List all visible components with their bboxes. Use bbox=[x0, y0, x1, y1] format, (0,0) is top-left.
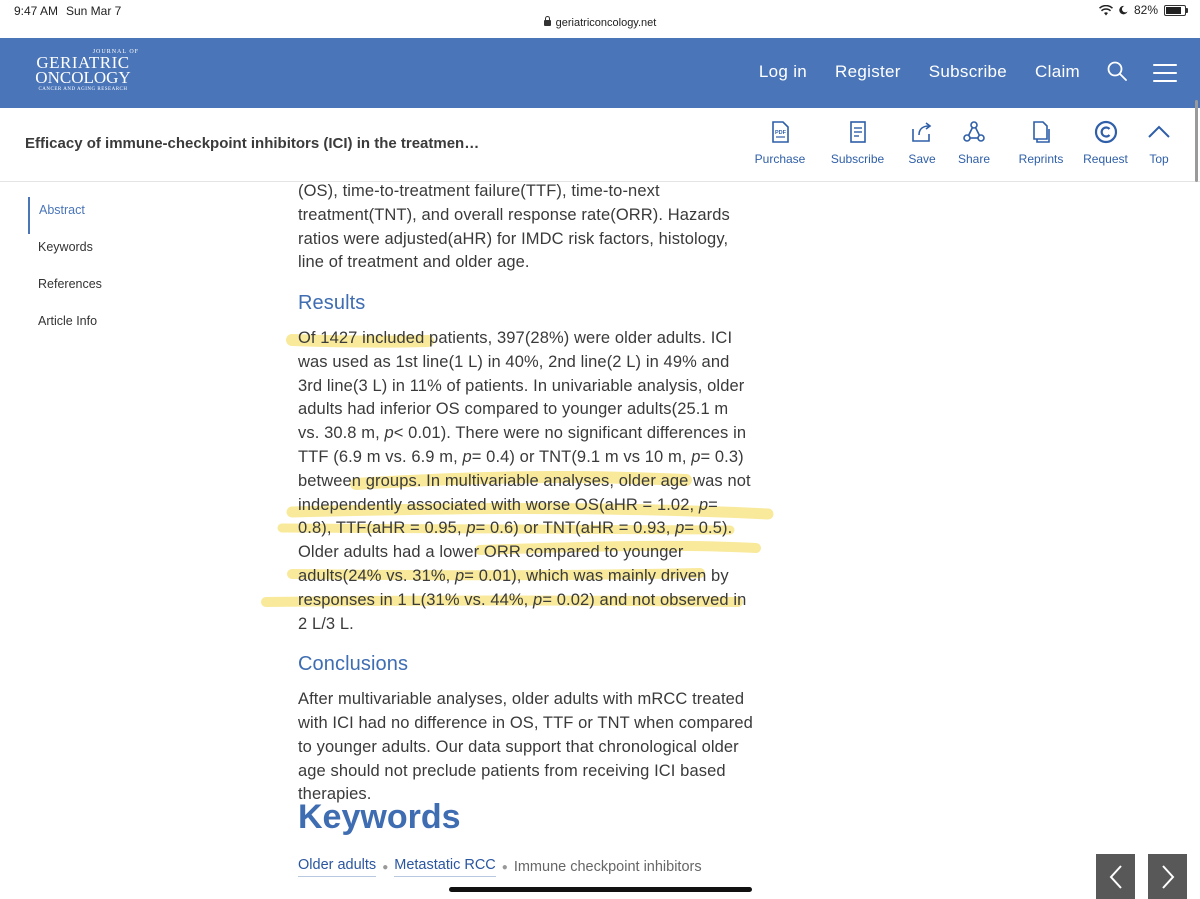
article-title: Efficacy of immune-checkpoint inhibitors (ICI) in the treatmen… bbox=[25, 135, 480, 152]
journal-icon bbox=[846, 120, 870, 144]
sidebar-item-abstract[interactable]: Abstract bbox=[28, 197, 102, 234]
separator-dot: ● bbox=[501, 861, 508, 873]
claim-link[interactable]: Claim bbox=[1035, 62, 1080, 81]
article-tools bbox=[745, 120, 1179, 166]
lock-icon bbox=[544, 20, 551, 26]
chevron-left-icon bbox=[1108, 864, 1124, 890]
conclusions-paragraph: After multivariable analyses, older adults with mRCC treated with ICI had no difference in OS, TTF or TNT when compared to younger adults. Our data support that chronological older age should not preclude patients from receiving ICI based therapies. bbox=[298, 690, 753, 804]
keyword-text[interactable]: Immune checkpoint inhibitors bbox=[513, 859, 702, 875]
hamburger-menu-icon[interactable] bbox=[1153, 64, 1177, 82]
pdf-icon bbox=[768, 120, 792, 144]
save-icon bbox=[910, 120, 934, 144]
keywords-list bbox=[298, 857, 702, 877]
scrollbar-thumb[interactable] bbox=[1195, 100, 1198, 182]
chevron-up-icon bbox=[1147, 120, 1171, 144]
home-indicator[interactable] bbox=[449, 887, 752, 892]
status-date: Sun Mar 7 bbox=[66, 4, 122, 18]
previous-article-button[interactable] bbox=[1096, 854, 1135, 899]
conclusions-heading: Conclusions bbox=[298, 653, 409, 676]
site-header bbox=[0, 38, 1200, 108]
keyword-link[interactable]: Older adults bbox=[298, 857, 376, 877]
sidebar-item-article-info[interactable]: Article Info bbox=[38, 314, 98, 328]
sidebar-item-keywords[interactable]: Keywords bbox=[38, 240, 93, 254]
register-link[interactable]: Register bbox=[835, 62, 901, 81]
results-paragraph: Of 1427 included patients, 397(28%) were older adults. ICI was used as 1st line(1 L) in 40%, 2nd line(2 L) in 49% and 3rd line(3 L) in 11% of patients. In univariable analysis, older adults had inferior OS compared to younger adults(25.1 m vs. 30.8 m, p< 0.01). There were no significant differences in TTF (6.9 m vs. 6.9 m, p= 0.4) or TNT(9.1 m vs 10 m, p= 0.3) between groups. In multivariable analyses, older age was not independently associated with worse OS(aHR = 1.02, p= 0.8), TTF(aHR = 0.95, p= 0.6) or TNT(aHR = 0.93, p= 0.5). Older adults had a lower ORR compared to younger adults(24% vs. 31%, p= 0.01), which was mainly driven by responses in 1 L(31% vs. 44%, p= 0.02) and not observed in 2 L/3 L. bbox=[298, 328, 751, 633]
abstract-body bbox=[298, 180, 753, 807]
request-button[interactable]: Request bbox=[1078, 120, 1133, 166]
keyword-link[interactable]: Metastatic RCC bbox=[394, 857, 496, 877]
chevron-right-icon bbox=[1160, 864, 1176, 890]
reprints-icon bbox=[1029, 120, 1053, 144]
purchase-button[interactable]: PDF Purchase bbox=[745, 120, 815, 166]
reprints-button[interactable]: Reprints bbox=[1011, 120, 1071, 166]
url-text: geriatriconcology.net bbox=[555, 17, 657, 29]
section-nav bbox=[28, 197, 102, 345]
results-heading: Results bbox=[298, 292, 366, 315]
top-button[interactable]: Top bbox=[1139, 120, 1179, 166]
share-icon bbox=[962, 120, 986, 144]
moon-icon bbox=[1119, 5, 1128, 15]
header-nav bbox=[759, 62, 1080, 82]
article-toolbar bbox=[0, 108, 1200, 182]
next-article-button[interactable] bbox=[1148, 854, 1187, 899]
status-bar bbox=[0, 0, 1200, 38]
address-bar[interactable] bbox=[0, 17, 1200, 29]
copyright-icon bbox=[1094, 120, 1118, 144]
journal-logo[interactable]: JOURNAL OF GERIATRIC ONCOLOGY CANCER AND AGING RESEARCH bbox=[35, 49, 139, 92]
search-icon[interactable] bbox=[1107, 61, 1127, 81]
svg-text:PDF: PDF bbox=[775, 130, 786, 136]
subscribe-button[interactable]: Subscribe bbox=[820, 120, 895, 166]
login-link[interactable]: Log in bbox=[758, 62, 808, 81]
status-indicators bbox=[1099, 3, 1186, 17]
share-button[interactable]: Share bbox=[949, 120, 999, 166]
status-time: 9:47 AM bbox=[14, 4, 59, 18]
subscribe-link[interactable]: Subscribe bbox=[928, 62, 1008, 81]
methods-tail: (OS), time-to-treatment failure(TTF), time-to-next treatment(TNT), and overall response rate(ORR). Hazards ratios were adjusted(aHR) for IMDC risk factors, histology, line of treatment and older age. bbox=[298, 182, 730, 272]
battery-percent: 82% bbox=[1133, 3, 1158, 17]
keywords-heading: Keywords bbox=[298, 798, 461, 836]
sidebar-item-references[interactable]: References bbox=[38, 277, 102, 291]
separator-dot: ● bbox=[382, 861, 389, 873]
wifi-icon bbox=[1099, 5, 1113, 16]
battery-icon bbox=[1164, 5, 1186, 16]
save-button[interactable]: Save bbox=[897, 120, 947, 166]
